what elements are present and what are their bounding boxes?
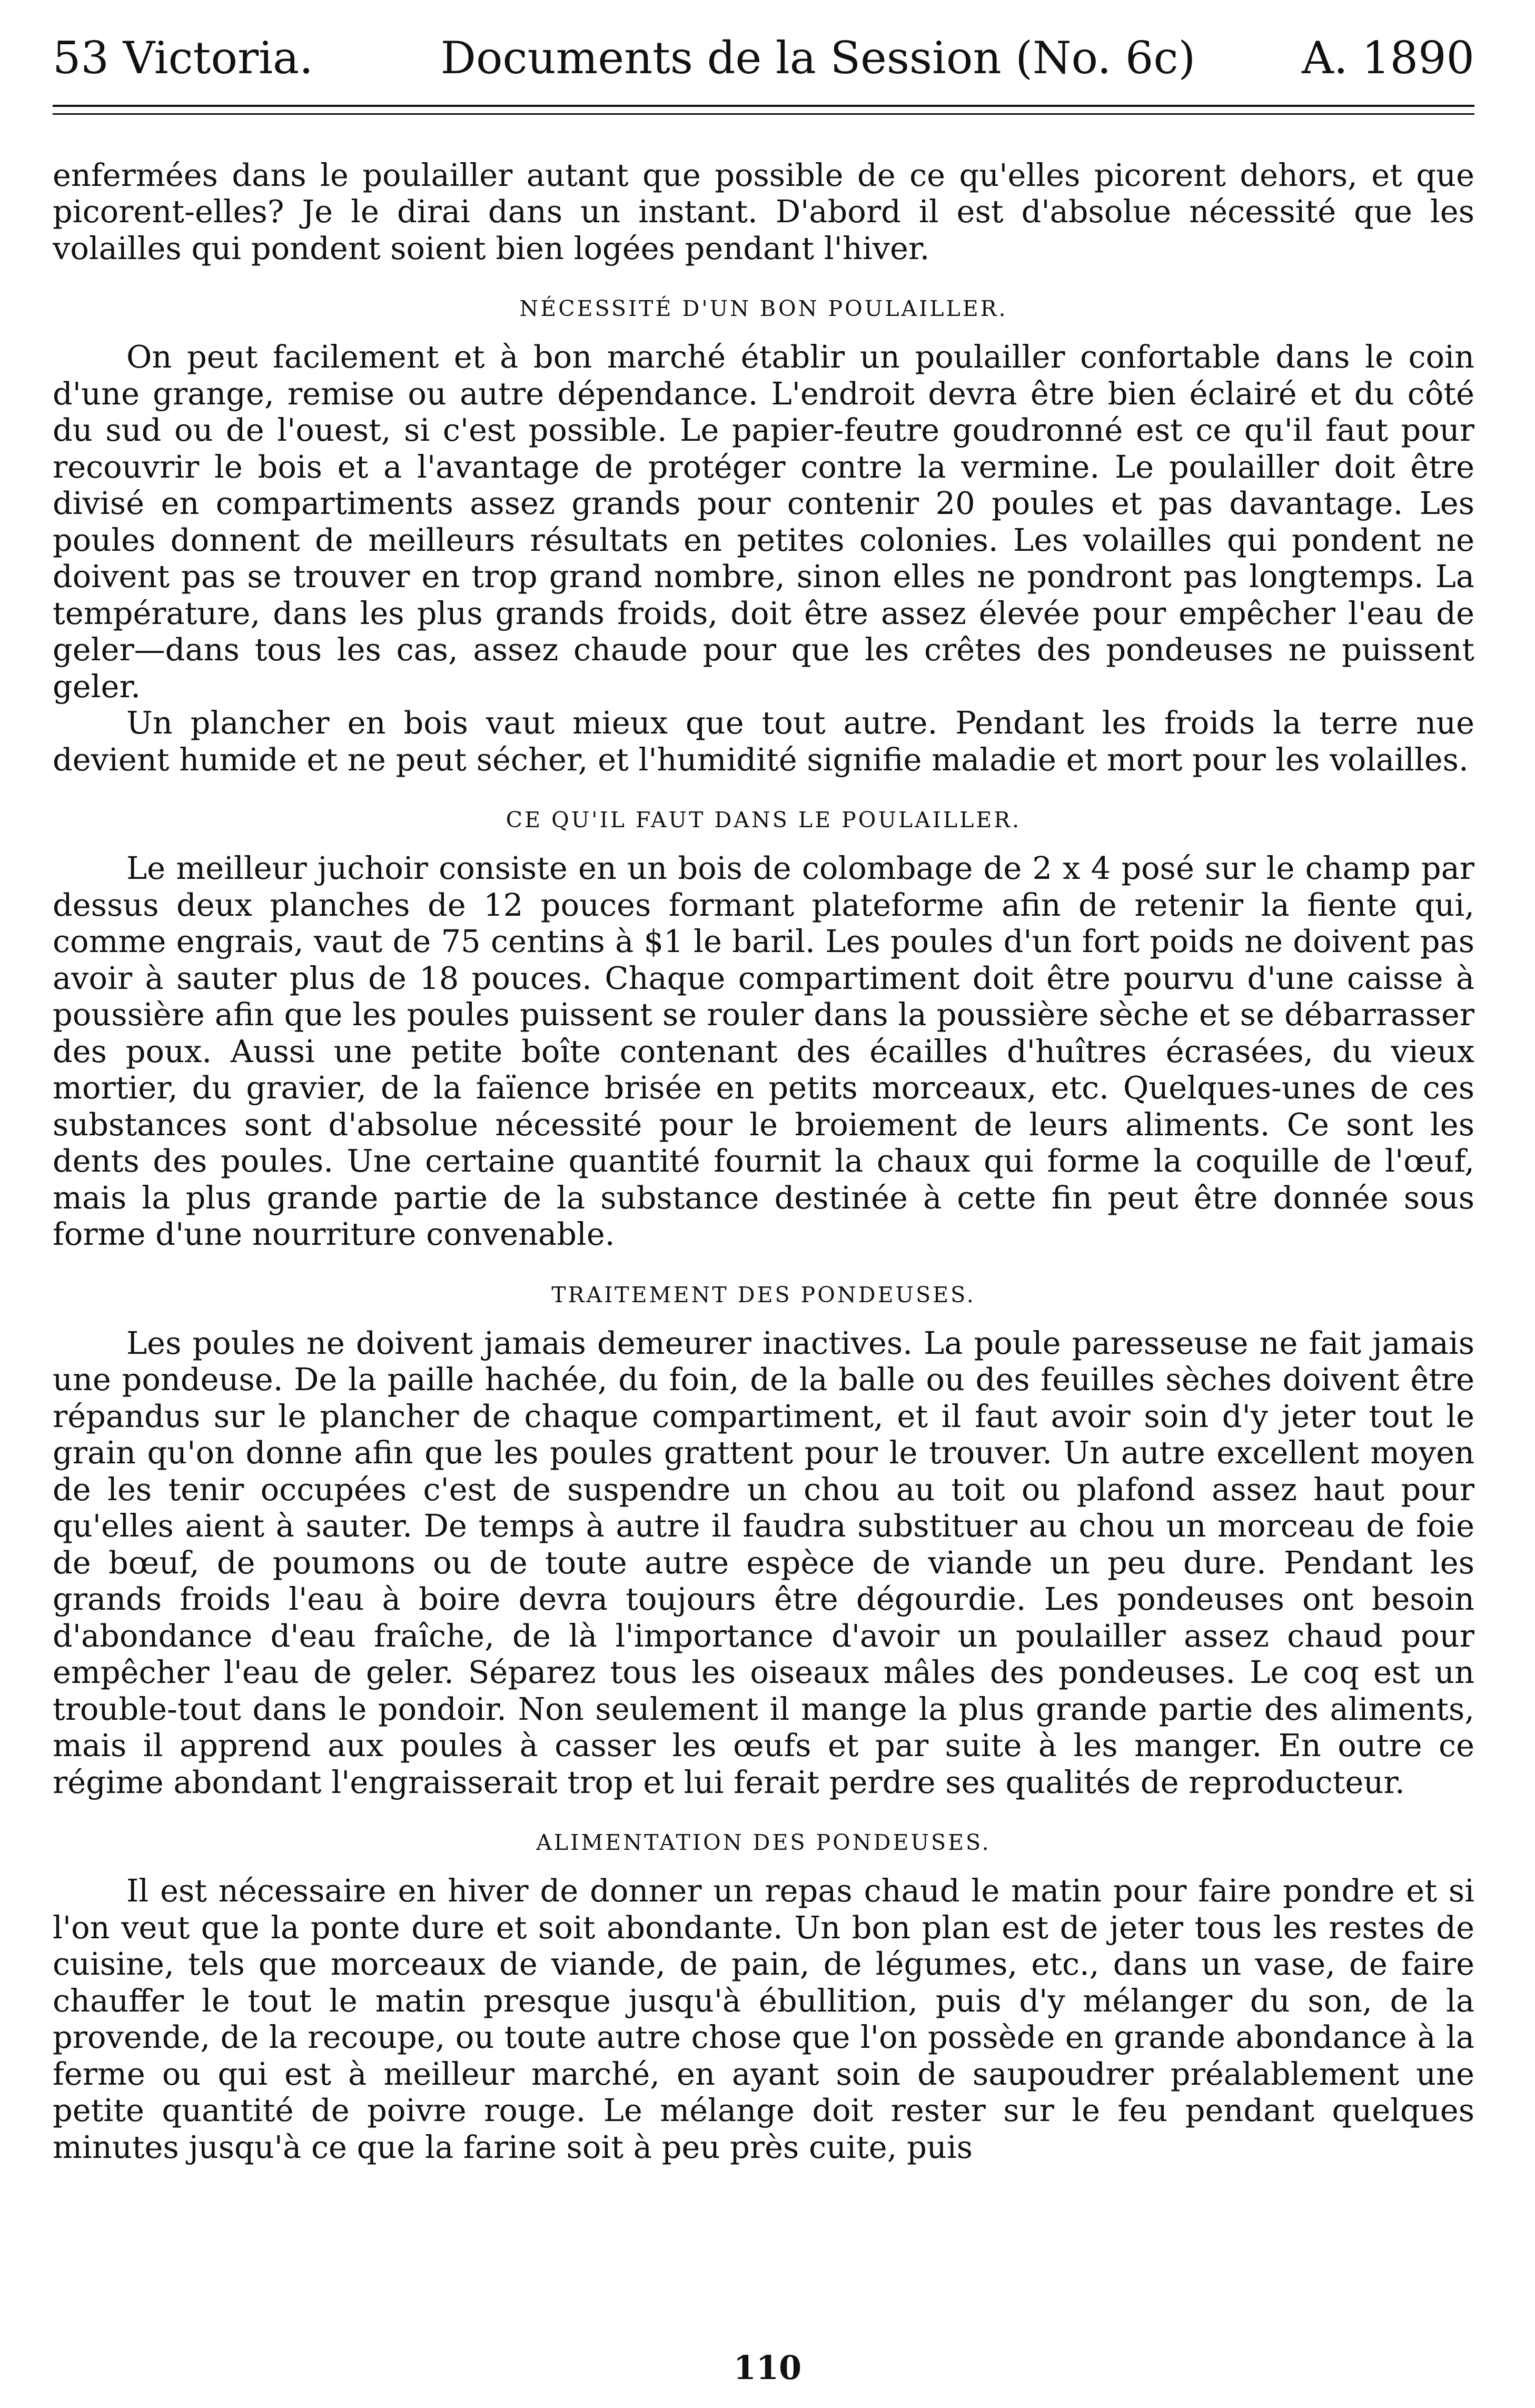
paragraph: On peut facilement et à bon marché établir un poulailler confortable dans le coin d'une grange, remise ou autre dépendance. L'endroit devra être bien éclairé et du côté du sud ou de l'ouest, si c'est possible. Le papier-feutre goudronné est ce qu'il faut pour recouvrir le bois et a l'avantage de protéger contre la vermine. Le poulailler doit être divisé en compartiments assez grands pour contenir 20 poules et pas davantage. Les poules donnent de meilleurs résultats en petites colonies. Les volailles qui pondent ne doivent pas se trouver en trop grand nombre, sinon elles ne pondront pas longtemps. La température, dans les plus grands froids, doit être assez élevée pour empêcher l'eau de geler—dans tous les cas, assez chaude pour que les crêtes des pondeuses ne puissent geler. — [53, 339, 1474, 705]
running-head-volume: 53 Victoria. — [53, 32, 313, 84]
header-double-rule — [53, 105, 1474, 115]
body-text — [53, 157, 1474, 2166]
page-number: 110 — [733, 2348, 802, 2387]
running-head-title: Documents de la Session (No. 6c) — [440, 32, 1196, 84]
section-heading-dans-poulailler: CE QU'IL FAUT DANS LE POULAILLER. — [506, 807, 1022, 833]
section-heading-poulailler: NÉCESSITÉ D'UN BON POULAILLER. — [519, 296, 1008, 322]
paragraph: Le meilleur juchoir consiste en un bois de colombage de 2 x 4 posé sur le champ par dessus deux planches de 12 pouces formant plateforme afin de retenir la fiente qui, comme engrais, vaut de 75 centins à $1 le baril. Les poules d'un fort poids ne doivent pas avoir à sauter plus de 18 pouces. Chaque compartiment doit être pourvu d'une caisse à poussière afin que les poules puissent se rouler dans la poussière sèche et se débarrasser des poux. Aussi une petite boîte contenant des écailles d'huîtres écrasées, du vieux mortier, du gravier, de la faïence brisée en petits morceaux, etc. Quelques-unes de ces substances sont d'absolue nécessité pour le broiement de leurs aliments. Ce sont les dents des poules. Une certaine quantité fournit la chaux qui forme la coquille de l'œuf, mais la plus grande partie de la substance destinée à cette fin peut être donnée sous forme d'une nourriture convenable. — [53, 850, 1474, 1253]
section-heading-alimentation: ALIMENTATION DES PONDEUSES. — [536, 1830, 991, 1856]
running-head-year: A. 1890 — [1302, 32, 1474, 84]
paragraph: Les poules ne doivent jamais demeurer inactives. La poule paresseuse ne fait jamais une pondeuse. De la paille hachée, du foin, de la balle ou des feuilles sèches doivent être répandus sur le plancher de chaque compartiment, et il faut avoir soin d'y jeter tout le grain qu'on donne afin que les poules grattent pour le trouver. Un autre excellent moyen de les tenir occupées c'est de suspendre un chou au toit ou plafond assez haut pour qu'elles aient à sauter. De temps à autre il faudra substituer au chou un morceau de foie de bœuf, de poumons ou de toute autre espèce de viande un peu dure. Pendant les grands froids l'eau à boire devra toujours être dégourdie. Les pondeuses ont besoin d'abondance d'eau fraîche, de là l'importance d'avoir un poulailler assez chaud pour empêcher l'eau de geler. Séparez tous les oiseaux mâles des pondeuses. Le coq est un trouble-tout dans le pondoir. Non seulement il mange la plus grande partie des aliments, mais il apprend aux poules à casser les œufs et par suite à les manger. En outre ce régime abondant l'engraisserait trop et lui ferait perdre ses qualités de reproducteur. — [53, 1324, 1474, 1800]
paragraph: Il est nécessaire en hiver de donner un repas chaud le matin pour faire pondre et si l'on veut que la ponte dure et soit abondante. Un bon plan est de jeter tous les restes de cuisine, tels que morceaux de viande, de pain, de légumes, etc., dans un vase, de faire chauffer le tout le matin presque jusqu'à ébullition, puis d'y mélanger du son, de la provende, de la recoupe, ou toute autre chose que l'on possède en grande abondance à la ferme ou qui est à meilleur marché, en ayant soin de saupoudrer préalablement une petite quantité de poivre rouge. Le mélange doit rester sur le feu pendant quelques minutes jusqu'à ce que la farine soit à peu près cuite, puis — [53, 1872, 1474, 2165]
continuation-paragraph: enfermées dans le poulailler autant que possible de ce qu'elles picorent dehors, et que picorent-elles? Je le dirai dans un instant. D'abord il est d'absolue nécessité que les volailles qui pondent soient bien logées pendant l'hiver. — [53, 156, 1474, 266]
page — [53, 32, 1474, 2165]
section-heading-traitement: TRAITEMENT DES PONDEUSES. — [551, 1282, 976, 1307]
running-head — [53, 32, 1474, 85]
paragraph: Un plancher en bois vaut mieux que tout autre. Pendant les froids la terre nue devient humide et ne peut sécher, et l'humidité signifie maladie et mort pour les volailles. — [53, 705, 1474, 778]
